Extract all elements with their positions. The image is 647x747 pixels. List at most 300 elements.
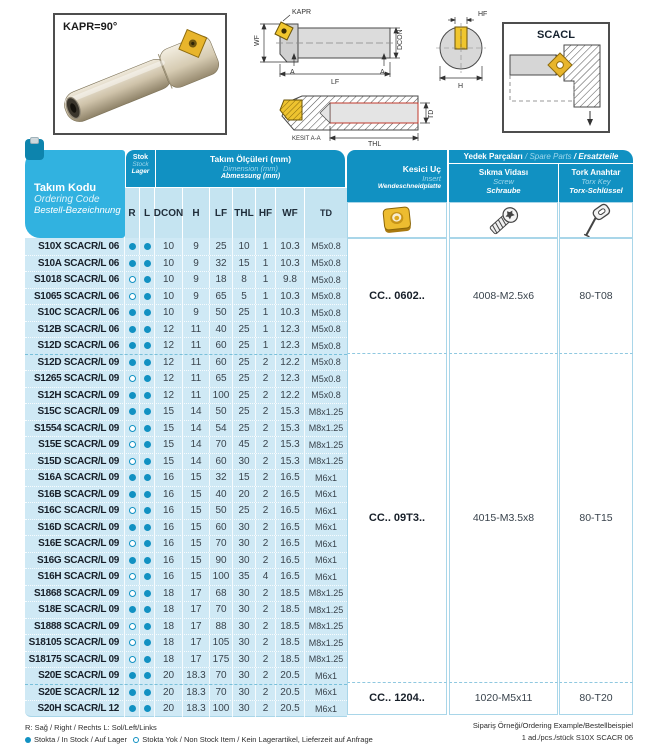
- column-header-thl: THL: [233, 188, 256, 238]
- table-row: [25, 387, 347, 404]
- dim-h: 18.3: [183, 685, 210, 701]
- dim-lf: 105: [210, 635, 233, 651]
- dim-h: 18.3: [183, 701, 210, 717]
- dim-td: M8x1.25: [308, 406, 344, 417]
- tool-code: S15D SCACR/L 09: [25, 454, 125, 470]
- stock-cell-l: [140, 602, 155, 618]
- non-stock-dot: [129, 656, 136, 663]
- in-stock-dot: [129, 309, 136, 316]
- dim-h: 15: [183, 520, 210, 536]
- dim-h: 17: [183, 652, 210, 668]
- dim-hf: 2: [256, 487, 276, 503]
- dim-td: M5x0.8: [311, 307, 341, 318]
- insert-image-cell: [347, 202, 447, 238]
- tool-code: S18105 SCACR/L 09: [25, 635, 125, 651]
- stock-header: [126, 150, 155, 187]
- dim-h: 11: [183, 371, 210, 387]
- scacl-box: [502, 22, 610, 133]
- table-row: [25, 684, 347, 701]
- in-stock-dot: [25, 737, 31, 743]
- column-header-hf: HF: [256, 188, 276, 238]
- dim-dcon: 10: [155, 305, 183, 321]
- dim-td: M6x1: [314, 472, 337, 483]
- stock-cell-r: [125, 454, 140, 470]
- stock-cell-l: [140, 701, 155, 717]
- dim-hf: 2: [256, 635, 276, 651]
- non-stock-dot: [129, 540, 136, 547]
- tool-code: S1265 SCACR/L 09: [25, 371, 125, 387]
- stock-cell-l: [140, 685, 155, 701]
- table-row: [25, 552, 347, 569]
- table-row: [25, 420, 347, 437]
- non-stock-dot: [129, 639, 136, 646]
- code-header-tr: Takım Kodu: [34, 182, 97, 194]
- dim-thl: 25: [233, 404, 256, 420]
- tool-code: S20E SCACR/L 12: [25, 685, 125, 701]
- rl-note: R: Sağ / Right / Rechts L: Sol/Left/Links: [25, 723, 157, 732]
- dim-wf: 16.5: [276, 487, 305, 503]
- dim-td: M8x1.25: [308, 621, 344, 632]
- key-header-en: Torx Key: [581, 177, 611, 186]
- in-stock-dot: [144, 293, 151, 300]
- stock-cell-r: [125, 256, 140, 272]
- screw-header-de: Schraube: [486, 186, 521, 195]
- stock-cell-l: [140, 355, 155, 371]
- dim-thl: 25: [233, 355, 256, 371]
- label-kesit: KESIT A-A: [292, 136, 321, 142]
- in-stock-dot: [144, 590, 151, 597]
- non-stock-dot: [129, 458, 136, 465]
- dim-hf: 2: [256, 668, 276, 684]
- in-stock-dot: [144, 573, 151, 580]
- in-stock-dot: [144, 408, 151, 415]
- dim-dcon: 20: [155, 701, 183, 717]
- in-stock-note: Stokta / In Stock / Auf Lager: [34, 735, 127, 744]
- dim-lf: 70: [210, 668, 233, 684]
- dim-wf: 18.5: [276, 635, 305, 651]
- table-row: [25, 403, 347, 420]
- dim-lf: 60: [210, 520, 233, 536]
- label-a-left: A: [290, 69, 295, 76]
- dim-dcon: 12: [155, 371, 183, 387]
- table-row: [25, 255, 347, 272]
- screw-col: [449, 238, 558, 715]
- dim-wf: 16.5: [276, 569, 305, 585]
- dim-lf: 90: [210, 553, 233, 569]
- in-stock-dot: [144, 359, 151, 366]
- stock-header-en: Stock: [132, 161, 149, 168]
- table-row: [25, 453, 347, 470]
- dim-td: M8x1.25: [308, 588, 344, 599]
- dim-h: 9: [183, 272, 210, 288]
- dim-td: M6x1: [314, 703, 337, 714]
- dim-h: 9: [183, 305, 210, 321]
- dim-dcon: 16: [155, 569, 183, 585]
- dim-wf: 15.3: [276, 454, 305, 470]
- column-header-l: L: [140, 188, 155, 238]
- ordering-example-line1: Sipariş Örneği/Ordering Example/Bestellbeispiel: [472, 721, 633, 730]
- insert-header-en: Insert: [422, 174, 441, 183]
- dim-td: M6x1: [314, 538, 337, 549]
- dim-dcon: 15: [155, 421, 183, 437]
- spare-banner-sep1: /: [522, 152, 530, 161]
- key-header-tr: Tork Anahtar: [571, 168, 621, 177]
- tool-code: S15E SCACR/L 09: [25, 437, 125, 453]
- table-row: [25, 519, 347, 536]
- dim-lf: 88: [210, 619, 233, 635]
- dim-thl: 25: [233, 388, 256, 404]
- label-wf: WF: [254, 35, 261, 46]
- dim-dcon: 12: [155, 355, 183, 371]
- stock-cell-r: [125, 238, 140, 255]
- non-stock-note: Stokta Yok / Non Stock Item / Kein Lagerartikel, Lieferzeit auf Anfrage: [142, 735, 373, 744]
- tool-code: S1018 SCACR/L 06: [25, 272, 125, 288]
- insert-icon: [379, 204, 415, 236]
- stock-cell-r: [125, 503, 140, 519]
- dim-td: M5x0.8: [311, 258, 341, 269]
- stock-cell-r: [125, 289, 140, 305]
- in-stock-dot: [144, 639, 151, 646]
- dim-thl: 10: [233, 238, 256, 255]
- tool-code: S10C SCACR/L 06: [25, 305, 125, 321]
- torx-key-group-cell: 80-T08: [559, 238, 633, 354]
- stock-cell-l: [140, 487, 155, 503]
- dim-hf: 2: [256, 454, 276, 470]
- dim-h: 9: [183, 289, 210, 305]
- table-row: [25, 618, 347, 635]
- tool-code: S1868 SCACR/L 09: [25, 586, 125, 602]
- spare-parts-banner: [449, 150, 633, 163]
- in-stock-dot: [144, 425, 151, 432]
- dim-hf: 2: [256, 437, 276, 453]
- columns-header-row: [125, 188, 347, 238]
- in-stock-dot: [144, 260, 151, 267]
- dim-wf: 18.5: [276, 602, 305, 618]
- stock-cell-r: [125, 701, 140, 717]
- dim-hf: 2: [256, 355, 276, 371]
- dim-hf: 4: [256, 569, 276, 585]
- dim-td: M8x1.25: [308, 604, 344, 615]
- tool-code: S1554 SCACR/L 09: [25, 421, 125, 437]
- screw-header-tr: Sıkma Vidası: [478, 168, 529, 177]
- label-kapr: KAPR: [292, 9, 312, 16]
- dim-hf: 2: [256, 371, 276, 387]
- tool-code: S20E SCACR/L 09: [25, 668, 125, 684]
- in-stock-dot: [144, 507, 151, 514]
- dim-thl: 25: [233, 371, 256, 387]
- in-stock-dot: [144, 606, 151, 613]
- non-stock-dot: [129, 590, 136, 597]
- torx-key-column-header: [559, 164, 633, 202]
- dim-wf: 16.5: [276, 503, 305, 519]
- stock-note: [25, 734, 373, 746]
- insert-col: [347, 238, 447, 715]
- dim-thl: 30: [233, 635, 256, 651]
- label-h: H: [458, 83, 464, 90]
- torx-key-group-cell: 80-T15: [559, 353, 633, 683]
- dim-lf: 60: [210, 338, 233, 354]
- non-stock-dot: [129, 293, 136, 300]
- dim-td: M8x1.25: [308, 423, 344, 434]
- dim-dcon: 18: [155, 652, 183, 668]
- dim-lf: 100: [210, 569, 233, 585]
- table-row: [25, 601, 347, 618]
- dim-hf: 2: [256, 553, 276, 569]
- dim-hf: 1: [256, 305, 276, 321]
- screw-group-cell: 1020-M5x11: [449, 682, 558, 715]
- in-stock-dot: [144, 276, 151, 283]
- stock-cell-l: [140, 553, 155, 569]
- stock-cell-l: [140, 503, 155, 519]
- table-row: [25, 469, 347, 486]
- in-stock-dot: [144, 342, 151, 349]
- technical-drawing: [250, 4, 500, 146]
- dim-h: 9: [183, 256, 210, 272]
- dim-td: M5x0.8: [311, 373, 341, 384]
- dim-td: M5x0.8: [311, 324, 341, 335]
- non-stock-dot: [129, 507, 136, 514]
- table-row: [25, 700, 347, 717]
- dim-hf: 2: [256, 503, 276, 519]
- table-row: [25, 288, 347, 305]
- screw-image-cell: [449, 202, 558, 238]
- screw-column-header: [449, 164, 558, 202]
- dim-lf: 60: [210, 355, 233, 371]
- dim-lf: 68: [210, 586, 233, 602]
- dim-lf: 60: [210, 454, 233, 470]
- dim-wf: 20.5: [276, 685, 305, 701]
- dim-h: 9: [183, 238, 210, 255]
- dim-thl: 30: [233, 652, 256, 668]
- screw-header-en: Screw: [493, 177, 514, 186]
- dim-wf: 12.3: [276, 371, 305, 387]
- stock-cell-r: [125, 305, 140, 321]
- dim-thl: 25: [233, 503, 256, 519]
- dim-wf: 10.3: [276, 305, 305, 321]
- table-row: [25, 667, 347, 684]
- dim-thl: 15: [233, 256, 256, 272]
- dim-dcon: 18: [155, 619, 183, 635]
- dim-thl: 15: [233, 470, 256, 486]
- dim-hf: 1: [256, 289, 276, 305]
- dim-td: M6x1: [314, 670, 337, 681]
- spare-banner-de: Ersatzteile: [578, 152, 619, 161]
- column-header-dcon: DCON: [155, 188, 183, 238]
- dim-h: 18.3: [183, 668, 210, 684]
- table-row: [25, 304, 347, 321]
- stock-cell-l: [140, 371, 155, 387]
- stock-cell-l: [140, 536, 155, 552]
- non-stock-dot: [133, 737, 139, 743]
- in-stock-dot: [144, 309, 151, 316]
- stock-cell-r: [125, 437, 140, 453]
- dim-lf: 32: [210, 470, 233, 486]
- dimensions-header: [156, 150, 345, 187]
- key-header-de: Torx-Schlüssel: [569, 186, 623, 195]
- torx-key-group-cell: 80-T20: [559, 682, 633, 715]
- dim-thl: 25: [233, 322, 256, 338]
- in-stock-dot: [144, 623, 151, 630]
- dim-wf: 15.3: [276, 437, 305, 453]
- dim-lf: 25: [210, 238, 233, 255]
- dim-lf: 175: [210, 652, 233, 668]
- dim-lf: 18: [210, 272, 233, 288]
- tool-code: S12D SCACR/L 09: [25, 355, 125, 371]
- torx-key-icon: [575, 203, 617, 237]
- dim-lf: 54: [210, 421, 233, 437]
- dim-h: 15: [183, 503, 210, 519]
- dim-hf: 2: [256, 619, 276, 635]
- stock-cell-r: [125, 272, 140, 288]
- dim-dcon: 18: [155, 635, 183, 651]
- stock-cell-l: [140, 305, 155, 321]
- dim-thl: 30: [233, 668, 256, 684]
- in-stock-dot: [144, 326, 151, 333]
- stock-cell-l: [140, 668, 155, 684]
- dim-thl: 30: [233, 520, 256, 536]
- stock-cell-l: [140, 470, 155, 486]
- in-stock-dot: [144, 243, 151, 250]
- in-stock-dot: [129, 491, 136, 498]
- table-row: [25, 321, 347, 338]
- stock-cell-r: [125, 404, 140, 420]
- stock-cell-l: [140, 569, 155, 585]
- stock-cell-r: [125, 388, 140, 404]
- tool-code: S16C SCACR/L 09: [25, 503, 125, 519]
- scacl-drawing: [504, 41, 608, 129]
- tool-code: S20H SCACR/L 12: [25, 701, 125, 717]
- in-stock-dot: [129, 408, 136, 415]
- dim-lf: 65: [210, 371, 233, 387]
- dim-thl: 25: [233, 338, 256, 354]
- stock-header-de: Lager: [131, 168, 150, 175]
- in-stock-dot: [144, 557, 151, 564]
- dim-h: 17: [183, 635, 210, 651]
- in-stock-dot: [129, 705, 136, 712]
- dim-hf: 2: [256, 652, 276, 668]
- in-stock-dot: [144, 474, 151, 481]
- stock-cell-l: [140, 388, 155, 404]
- dim-h: 14: [183, 437, 210, 453]
- in-stock-dot: [129, 672, 136, 679]
- stock-cell-l: [140, 619, 155, 635]
- dim-dcon: 20: [155, 668, 183, 684]
- bookmark-tab-icon: [25, 139, 44, 160]
- dim-wf: 15.3: [276, 404, 305, 420]
- dim-wf: 12.3: [276, 338, 305, 354]
- dim-wf: 18.5: [276, 586, 305, 602]
- dim-lf: 32: [210, 256, 233, 272]
- dim-thl: 45: [233, 437, 256, 453]
- dim-wf: 16.5: [276, 536, 305, 552]
- in-stock-dot: [129, 606, 136, 613]
- dim-h: 17: [183, 619, 210, 635]
- dim-wf: 16.5: [276, 520, 305, 536]
- stock-cell-l: [140, 322, 155, 338]
- ordering-code-header: [25, 150, 125, 238]
- stock-cell-l: [140, 635, 155, 651]
- dim-lf: 50: [210, 503, 233, 519]
- dim-hf: 2: [256, 602, 276, 618]
- dim-h: 15: [183, 536, 210, 552]
- dim-thl: 30: [233, 701, 256, 717]
- stock-cell-r: [125, 569, 140, 585]
- dim-hf: 2: [256, 470, 276, 486]
- in-stock-dot: [144, 441, 151, 448]
- tool-code: S10A SCACR/L 06: [25, 256, 125, 272]
- in-stock-dot: [129, 392, 136, 399]
- dim-dcon: 10: [155, 272, 183, 288]
- stock-cell-l: [140, 272, 155, 288]
- tool-code: S16A SCACR/L 09: [25, 470, 125, 486]
- tool-code: S16E SCACR/L 09: [25, 536, 125, 552]
- scacl-title: SCACL: [537, 29, 575, 41]
- dim-dcon: 10: [155, 289, 183, 305]
- insert-header-tr: Kesici Uç: [402, 164, 441, 174]
- tool-code: S12H SCACR/L 09: [25, 388, 125, 404]
- dim-td: M6x1: [314, 687, 337, 698]
- non-stock-dot: [129, 425, 136, 432]
- table-row: [25, 354, 347, 371]
- label-a-right: A: [380, 69, 385, 76]
- dim-lf: 40: [210, 322, 233, 338]
- in-stock-dot: [144, 524, 151, 531]
- table-row: [25, 568, 347, 585]
- dim-dcon: 10: [155, 238, 183, 255]
- insert-column-header: [347, 150, 447, 202]
- dim-thl: 20: [233, 487, 256, 503]
- dim-td: M6x1: [314, 522, 337, 533]
- stock-cell-r: [125, 619, 140, 635]
- table-row: [25, 535, 347, 552]
- tool-code: S12B SCACR/L 06: [25, 322, 125, 338]
- tool-code: S16H SCACR/L 09: [25, 569, 125, 585]
- dim-td: M8x1.25: [308, 439, 344, 450]
- dim-wf: 12.2: [276, 355, 305, 371]
- non-stock-dot: [129, 375, 136, 382]
- dim-wf: 10.3: [276, 289, 305, 305]
- dim-hf: 1: [256, 322, 276, 338]
- dim-dcon: 12: [155, 388, 183, 404]
- dim-hf: 2: [256, 520, 276, 536]
- spare-banner-tr: Yedek Parçaları: [463, 152, 523, 161]
- label-lf: LF: [331, 79, 340, 86]
- stock-cell-l: [140, 586, 155, 602]
- dim-td: M8x1.25: [308, 654, 344, 665]
- dim-dcon: 18: [155, 586, 183, 602]
- dim-h: 11: [183, 388, 210, 404]
- in-stock-dot: [144, 375, 151, 382]
- dim-wf: 10.3: [276, 256, 305, 272]
- insert-group-cell: CC.. 0602..: [347, 238, 447, 354]
- table-row: [25, 370, 347, 387]
- stock-cell-l: [140, 437, 155, 453]
- in-stock-dot: [144, 491, 151, 498]
- dim-wf: 15.3: [276, 421, 305, 437]
- in-stock-dot: [129, 260, 136, 267]
- dim-dcon: 16: [155, 553, 183, 569]
- table-body-left: [25, 238, 347, 717]
- dim-td: M8x1.25: [308, 456, 344, 467]
- non-stock-dot: [129, 623, 136, 630]
- dim-wf: 12.2: [276, 388, 305, 404]
- dim-hf: 2: [256, 536, 276, 552]
- dim-thl: 30: [233, 602, 256, 618]
- tool-code: S16D SCACR/L 09: [25, 520, 125, 536]
- dim-thl: 35: [233, 569, 256, 585]
- tool-code: S16G SCACR/L 09: [25, 553, 125, 569]
- stock-cell-r: [125, 355, 140, 371]
